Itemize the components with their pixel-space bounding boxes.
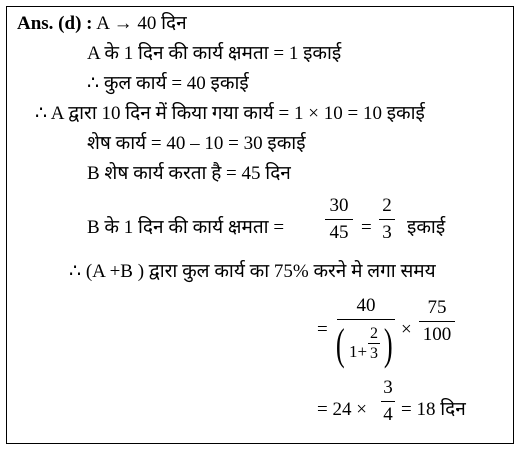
fraction-numerator: 75 [427, 297, 447, 318]
fraction-denominator: 45 [329, 222, 349, 243]
equals-sign: = [361, 217, 372, 238]
fraction-denominator: 100 [422, 324, 452, 345]
fraction-denominator: 3 [382, 222, 392, 243]
line-10-result: = 18 दिन [401, 399, 466, 420]
line-10-prefix: = 24 × [317, 399, 367, 420]
fraction-numerator: 2 [370, 325, 378, 342]
fraction-bar [381, 401, 395, 402]
line-6: B शेष कार्य करता है = 45 दिन [87, 163, 291, 184]
line-answer [17, 13, 187, 35]
equals-sign-2: = [317, 319, 328, 340]
inner-fraction-2-3 [368, 325, 380, 362]
line-1-text: A → 40 दिन [96, 13, 187, 34]
fraction-denominator: 4 [383, 404, 393, 425]
fraction-bar [368, 343, 380, 344]
left-paren: ( [335, 320, 345, 369]
line-3: ∴ कुल कार्य = 40 इकाई [87, 73, 249, 94]
fraction-numerator: 30 [329, 195, 349, 216]
fraction-bar [325, 219, 353, 220]
line-5: शेष कार्य = 40 – 10 = 30 इकाई [87, 133, 306, 154]
line-4: ∴ A द्वारा 10 दिन में किया गया कार्य = 1 × 10 = 10 इकाई [35, 103, 425, 124]
fraction-numerator: 3 [383, 377, 393, 398]
fraction-75-100 [419, 297, 455, 346]
fraction-40-over-expr [337, 295, 395, 322]
answer-box [6, 6, 514, 444]
line-8: ∴ (A +B ) द्वारा कुल कार्य का 75% करने मे लगा समय [69, 261, 436, 282]
fraction-3-4 [381, 377, 395, 426]
fraction-numerator: 40 [356, 295, 376, 316]
line-7-prefix: B के 1 दिन की कार्य क्षमता = [87, 217, 285, 238]
one-plus: 1+ [349, 342, 368, 361]
fraction-bar [379, 219, 395, 220]
line-2: A के 1 दिन की कार्य क्षमता = 1 इकाई [87, 43, 342, 64]
fraction-bar [419, 321, 455, 322]
fraction-denominator: 3 [370, 345, 378, 362]
times-sign: × [401, 319, 412, 340]
fraction-numerator: 2 [382, 195, 392, 216]
right-paren: ) [383, 320, 393, 369]
line-7-suffix: इकाई [407, 217, 446, 238]
fraction-30-45 [325, 195, 353, 244]
fraction-2-3 [379, 195, 395, 244]
answer-label: Ans. (d) : [17, 13, 93, 34]
